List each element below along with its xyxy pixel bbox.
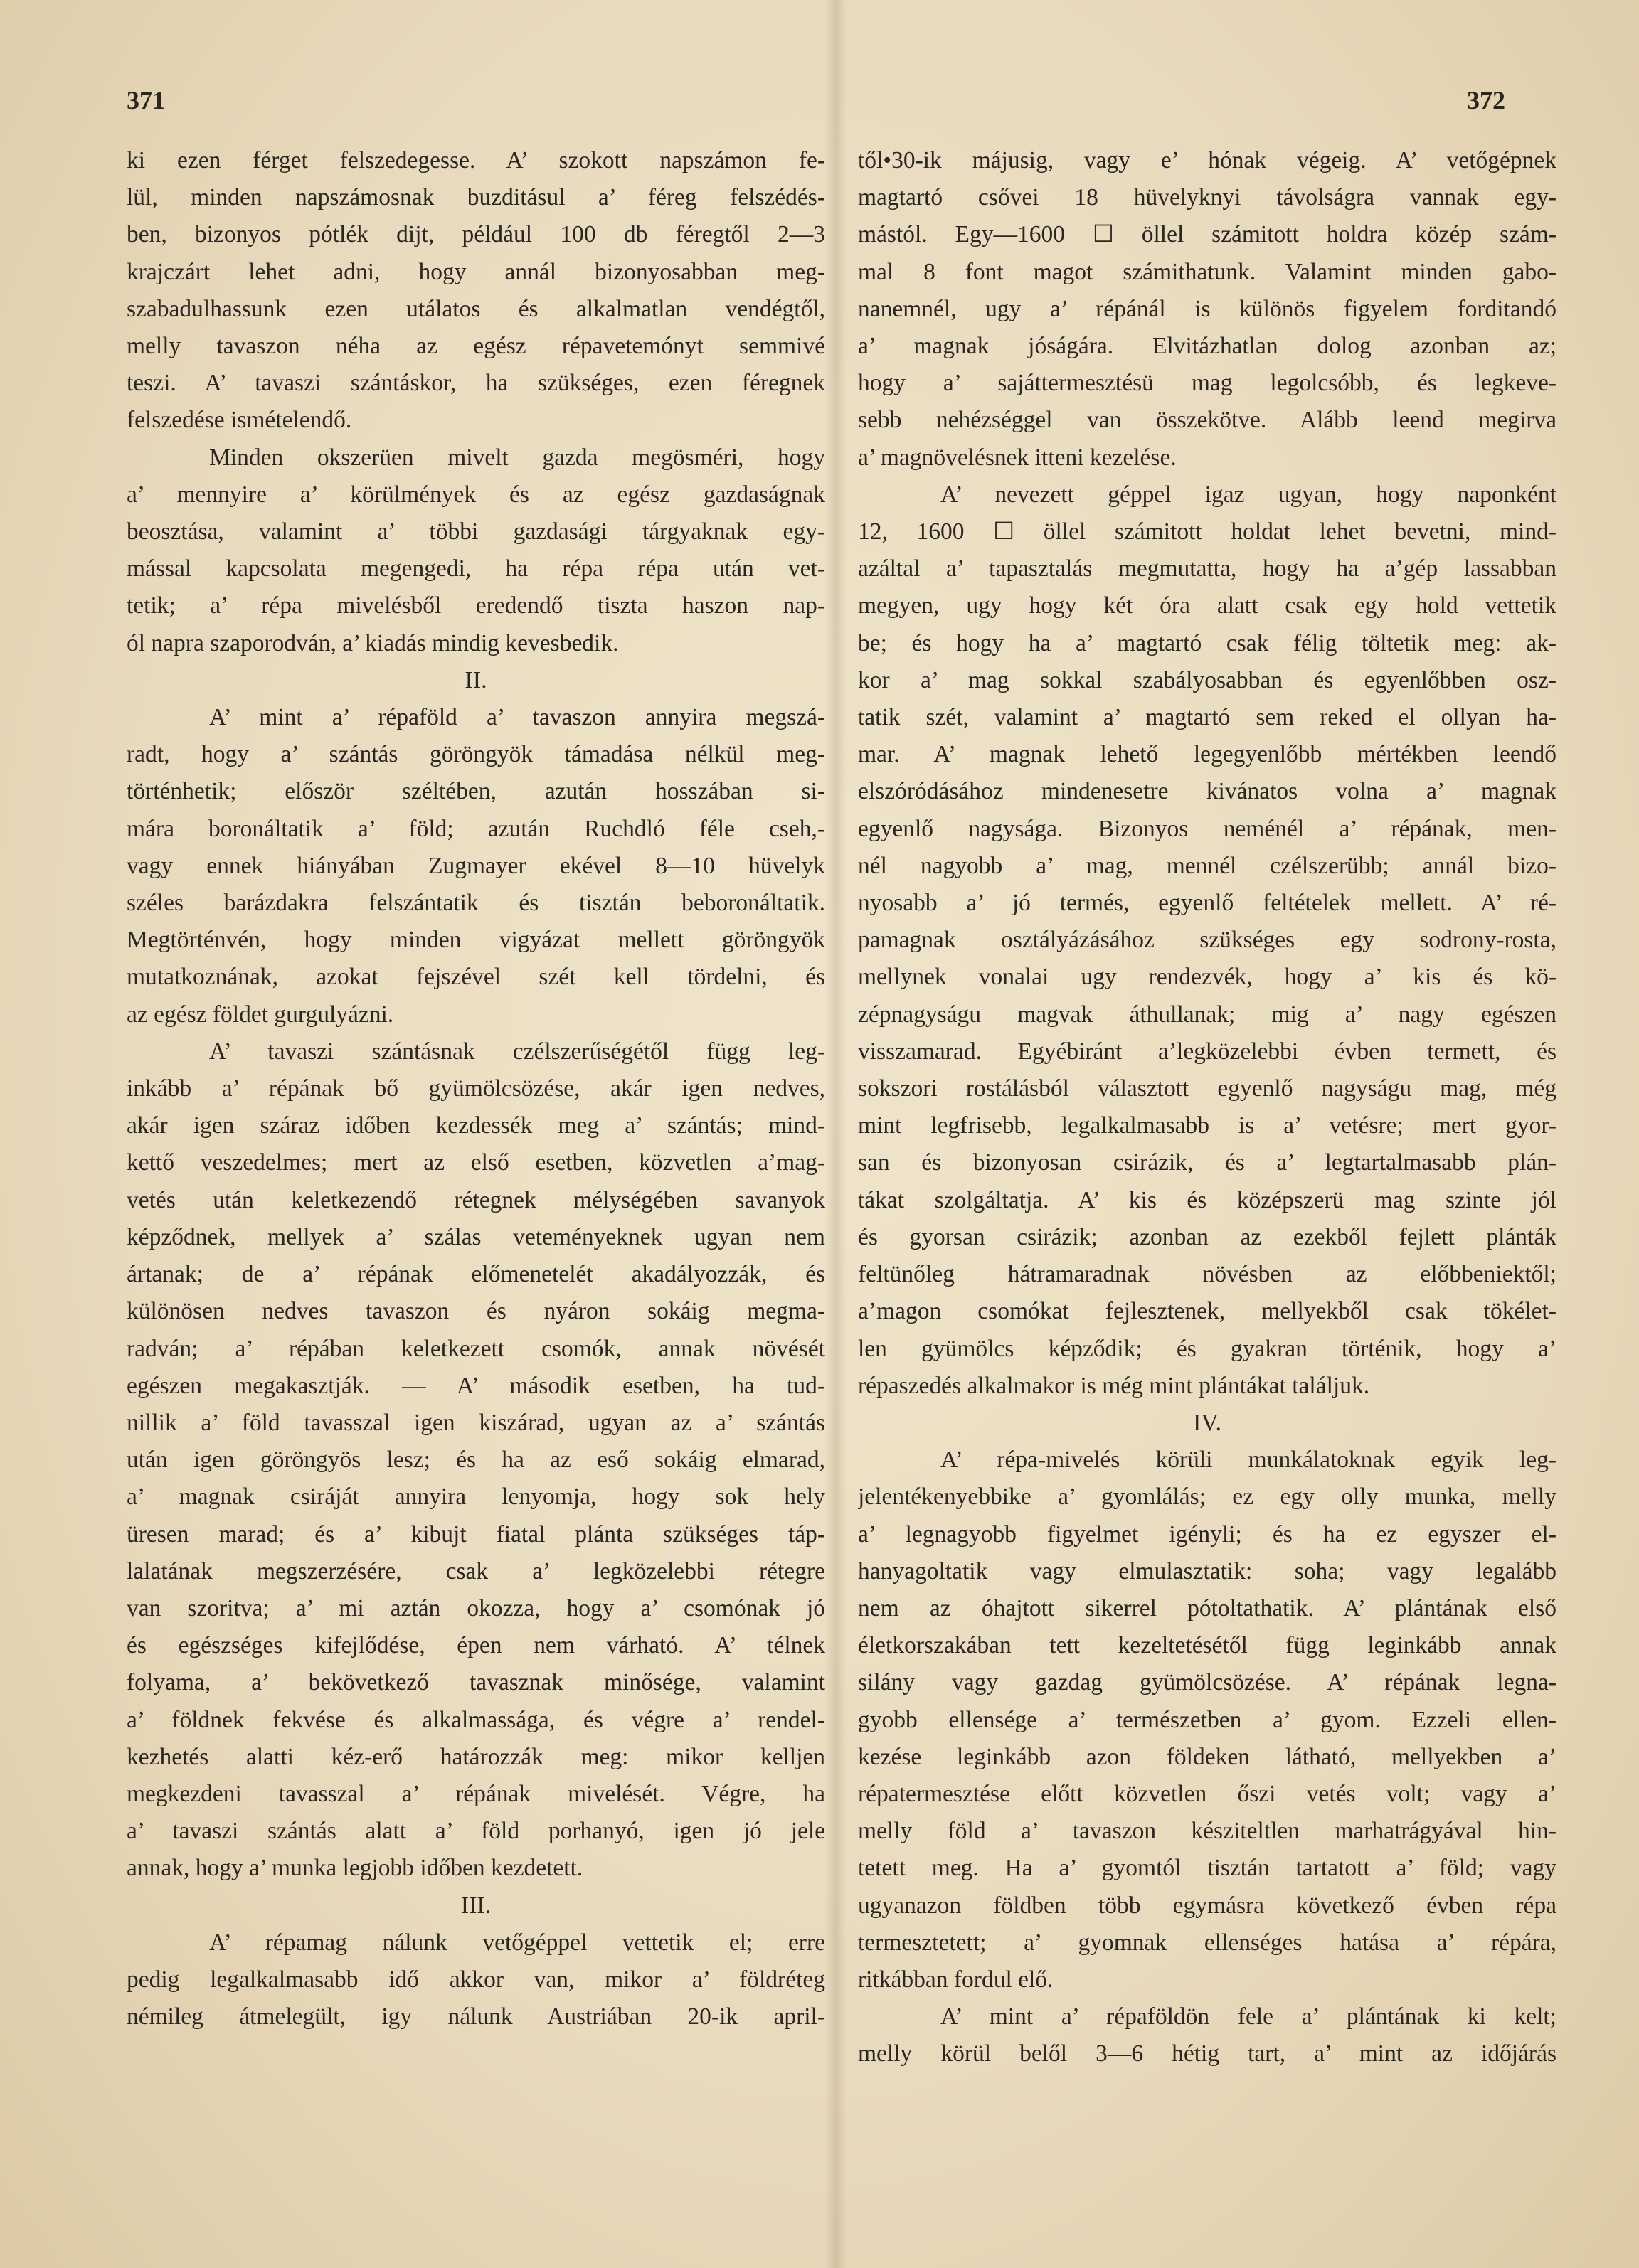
text-line: a’ tavaszi szántás alatt a’ föld porhanyó, igen jó jele <box>127 1818 825 1845</box>
text-line: sebb nehézséggel van összekötve. Alább leend megirva <box>858 407 1556 434</box>
text-line: és egészséges kifejlődése, épen nem várható. A’ télnek <box>127 1632 825 1659</box>
text-line: ól napra szaporodván, a’ kiadás mindig kevesbedik. <box>127 629 619 656</box>
text-line: gyobb ellensége a’ természetben a’ gyom. Ezzeli ellen- <box>858 1706 1556 1733</box>
text-line: nem az óhajtott sikerrel pótoltathatik. A’ plántának első <box>858 1594 1556 1622</box>
text-line: képződnek, mellyek a’ szálas veteményeknek ugyan nem <box>127 1223 825 1250</box>
text-line: melly tavaszon néha az egész répavetemónyt semmivé <box>127 333 825 360</box>
text-line: mellynek vonalai ugy rendezvék, hogy a’ kis és kö- <box>858 964 1556 991</box>
left-text-column <box>127 142 825 2035</box>
text-line: ben, bizonyos pótlék dijt, például 100 db féregtől 2—3 <box>127 221 825 248</box>
text-line: lalatának megszerzésére, csak a’ legközelebbi rétegre <box>127 1558 825 1585</box>
text-line: A’ répa-mivelés körüli munkálatoknak egyik leg- <box>940 1447 1556 1474</box>
text-line: teszi. A’ tavaszi szántáskor, ha szükséges, ezen féregnek <box>127 370 825 397</box>
text-line: elszóródásához mindenesetre kivánatos volna a’ magnak <box>858 778 1556 805</box>
text-line: beosztása, valamint a’ többi gazdasági tárgyaknak egy- <box>127 518 825 545</box>
text-line: azáltal a’ tapasztalás megmutatta, hogy ha a’gép lassabban <box>858 555 1556 582</box>
page-fold <box>825 0 847 2268</box>
text-line: a’ magnövelésnek itteni kezelése. <box>858 444 1177 471</box>
text-line: feltünőleg hátramaradnak növésben az előbbeniektől; <box>858 1261 1556 1288</box>
text-line: kezhetés alatti kéz-erő határozzák meg: mikor kelljen <box>127 1743 825 1770</box>
text-line: mára boronáltatik a’ föld; azután Ruchdló féle cseh,- <box>127 815 825 842</box>
text-line: mutatkoznának, azokat fejszével szét kell tördelni, és <box>127 964 825 991</box>
text-line: különösen nedves tavaszon és nyáron sokáig megma- <box>127 1298 825 1325</box>
text-line: radván; a’ répában keletkezett csomók, annak növését <box>127 1335 825 1362</box>
page-number-right: 372 <box>1467 86 1505 115</box>
text-line: pamagnak osztályázásához szükséges egy sodrony-rosta, <box>858 927 1556 954</box>
text-line: sokszori rostálásból választott egyenlő nagyságu mag, még <box>858 1075 1556 1102</box>
text-line: kettő veszedelmes; mert az első esetben, közvetlen a’mag- <box>127 1149 825 1176</box>
text-line: Megtörténvén, hogy minden vigyázat mellett göröngyök <box>127 927 825 954</box>
text-line: a’ legnagyobb figyelmet igényli; és ha ez egyszer el- <box>858 1521 1556 1548</box>
text-line: egészen megakasztják. — A’ második esetben, ha tud- <box>127 1372 825 1399</box>
text-line: be; és hogy ha a’ magtartó csak félig töltetik meg: ak- <box>858 629 1556 656</box>
text-line: A’ répamag nálunk vetőgéppel vettetik el; erre <box>209 1929 825 1956</box>
text-line: kezése leginkább azon földeken látható, mellyekben a’ <box>858 1743 1556 1770</box>
text-line: tatik szét, valamint a’ magtartó sem reked el ollyan ha- <box>858 704 1556 731</box>
text-line: folyama, a’ bekövetkező tavasznak minősége, valamint <box>127 1669 825 1696</box>
text-line: mar. A’ magnak lehető legegyenlőbb mértékben leendő <box>858 741 1556 768</box>
text-line: felszedése ismételendő. <box>127 407 352 434</box>
text-line: nyosabb a’ jó termés, egyenlő feltételek mellett. A’ ré- <box>858 890 1556 917</box>
text-line: termesztetett; a’ gyomnak ellenséges hatása a’ répára, <box>858 1929 1556 1956</box>
text-line: A’ nevezett géppel igaz ugyan, hogy naponként <box>940 481 1556 508</box>
text-line: vetés után keletkezendő rétegnek mélységében savanyok <box>127 1186 825 1213</box>
text-line: radt, hogy a’ szántás göröngyök támadása nélkül meg- <box>127 741 825 768</box>
text-line: len gyümölcs képződik; és gyakran történik, hogy a’ <box>858 1335 1556 1362</box>
text-line: tetett meg. Ha a’ gyomtól tisztán tartatott a’ föld; vagy <box>858 1855 1556 1882</box>
text-line: megyen, ugy hogy két óra alatt csak egy hold vettetik <box>858 592 1556 619</box>
text-line: nanemnél, ugy a’ répánál is különös figyelem forditandó <box>858 295 1556 322</box>
text-line: történhetik; először széltében, azután hosszában si- <box>127 778 825 805</box>
text-line: 12, 1600 ☐ öllel számitott holdat lehet bevetni, mind- <box>858 518 1556 545</box>
text-line: életkorszakában tett kezeltetésétől függ leginkább annak <box>858 1632 1556 1659</box>
text-line: annak, hogy a’ munka legjobb időben kezdetett. <box>127 1855 583 1882</box>
text-line: ki ezen férget felszedegesse. A’ szokott napszámon fe- <box>127 147 825 174</box>
text-line: mástól. Egy—1600 ☐ öllel számitott holdra közép szám- <box>858 221 1556 248</box>
text-line: zépnagyságu magvak áthullanak; mig a’ nagy egészen <box>858 1001 1556 1028</box>
text-line: egyenlő nagysága. Bizonyos neménél a’ répának, men- <box>858 815 1556 842</box>
section-heading: III. <box>460 1892 492 1919</box>
page-number-left: 371 <box>127 86 165 115</box>
text-line: után igen göröngyös lesz; és ha az eső sokáig elmarad, <box>127 1447 825 1474</box>
text-line: nillik a’ föld tavasszal igen kiszárad, ugyan az a’ szántás <box>127 1409 825 1436</box>
text-line: vagy ennek hiányában Zugmayer ekével 8—10 hüvelyk <box>127 852 825 879</box>
text-line: silány vagy gazdag gyümölcsözése. A’ répának legna- <box>858 1669 1556 1696</box>
text-line: mint legfrisebb, legalkalmasabb is a’ vetésre; mert gyor- <box>858 1112 1556 1139</box>
text-line: től•30-ik májusig, vagy e’ hónak végeig. A’ vetőgépnek <box>858 147 1556 174</box>
text-line: van szoritva; a’ mi aztán okozza, hogy a’ csomónak jó <box>127 1594 825 1622</box>
text-line: tetik; a’ répa mivelésből eredendő tiszta haszon nap- <box>127 592 825 619</box>
text-line: A’ mint a’ répaföldön fele a’ plántának ki kelt; <box>940 2003 1556 2030</box>
text-line: A’ tavaszi szántásnak czélszerűségétől függ leg- <box>209 1038 825 1065</box>
text-line: hogy a’ sajáttermesztésü mag legolcsóbb, és legkeve- <box>858 370 1556 397</box>
text-line: ritkábban fordul elő. <box>858 1966 1054 1993</box>
text-line: akár igen száraz időben kezdessék meg a’ szántás; mind- <box>127 1112 825 1139</box>
text-line: melly föld a’ tavaszon késziteltlen marhatrágyával hin- <box>858 1818 1556 1845</box>
text-line: magtartó csővei 18 hüvelyknyi távolságra vannak egy- <box>858 184 1556 211</box>
text-line: lül, minden napszámosnak buzditásul a’ féreg felszédés- <box>127 184 825 211</box>
text-line: ugyanazon földben több egymásra következő évben répa <box>858 1892 1556 1919</box>
text-line: némileg átmelegült, igy nálunk Austriában 20-ik april- <box>127 2003 825 2030</box>
text-line: melly körül belől 3—6 hétig tart, a’ mint az időjárás <box>858 2040 1556 2067</box>
text-line: san és bizonyosan csirázik, és a’ legtartalmasabb plán- <box>858 1149 1556 1176</box>
text-line: tákat szolgáltatja. A’ kis és középszerü mag szinte jól <box>858 1186 1556 1213</box>
text-line: visszamarad. Egyébiránt a’legközelebbi évben termett, és <box>858 1038 1556 1065</box>
text-line: ártanak; de a’ répának előmenetelét akadályozzák, és <box>127 1261 825 1288</box>
text-line: jelentékenyebbike a’ gyomlálás; ez egy olly munka, melly <box>858 1484 1556 1511</box>
text-line: mal 8 font magot számithatunk. Valamint minden gabo- <box>858 258 1556 285</box>
text-line: a’ földnek fekvése és alkalmassága, és végre a’ rendel- <box>127 1706 825 1733</box>
section-heading: II. <box>465 666 487 693</box>
text-line: a’ magnak jóságára. Elvitázhatlan dolog azonban az; <box>858 333 1556 360</box>
text-line: az egész földet gurgulyázni. <box>127 1001 394 1028</box>
text-line: és gyorsan csirázik; azonban az ezekből fejlett plánták <box>858 1223 1556 1250</box>
text-line: hanyagoltatik vagy elmulasztatik: soha; vagy legalább <box>858 1558 1556 1585</box>
text-line: szabadulhassunk ezen utálatos és alkalmatlan vendégtől, <box>127 295 825 322</box>
text-line: répatermesztése előtt közvetlen őszi vetés volt; vagy a’ <box>858 1780 1556 1807</box>
text-line: mással kapcsolata megengedi, ha répa répa után vet- <box>127 555 825 582</box>
text-line: pedig legalkalmasabb idő akkor van, mikor a’ földréteg <box>127 1966 825 1993</box>
text-line: a’ mennyire a’ körülmények és az egész gazdaságnak <box>127 481 825 508</box>
text-line: A’ mint a’ répaföld a’ tavaszon annyira megszá- <box>209 704 825 731</box>
text-line: széles barázdakra felszántatik és tisztán beboronáltatik. <box>127 890 825 917</box>
text-line: megkezdeni tavasszal a’ répának mivelését. Végre, ha <box>127 1780 825 1807</box>
text-line: kor a’ mag sokkal szabályosabban és egyenlőbben osz- <box>858 666 1556 693</box>
text-line: répaszedés alkalmakor is még mint plántákat találjuk. <box>858 1372 1370 1399</box>
text-line: krajczárt lehet adni, hogy annál bizonyosabban meg- <box>127 258 825 285</box>
text-line: Minden okszerüen mivelt gazda megösméri, hogy <box>209 444 825 471</box>
text-line: a’magon csomókat fejlesztenek, mellyekből csak tökélet- <box>858 1298 1556 1325</box>
text-line: üresen marad; és a’ kibujt fiatal plánta szükséges táp- <box>127 1521 825 1548</box>
text-line: a’ magnak csiráját annyira lenyomja, hogy sok hely <box>127 1484 825 1511</box>
text-line: nél nagyobb a’ mag, mennél czélszerübb; annál bizo- <box>858 852 1556 879</box>
text-line: inkább a’ répának bő gyümölcsözése, akár igen nedves, <box>127 1075 825 1102</box>
section-heading: IV. <box>1193 1409 1221 1436</box>
right-text-column <box>858 142 1556 2073</box>
